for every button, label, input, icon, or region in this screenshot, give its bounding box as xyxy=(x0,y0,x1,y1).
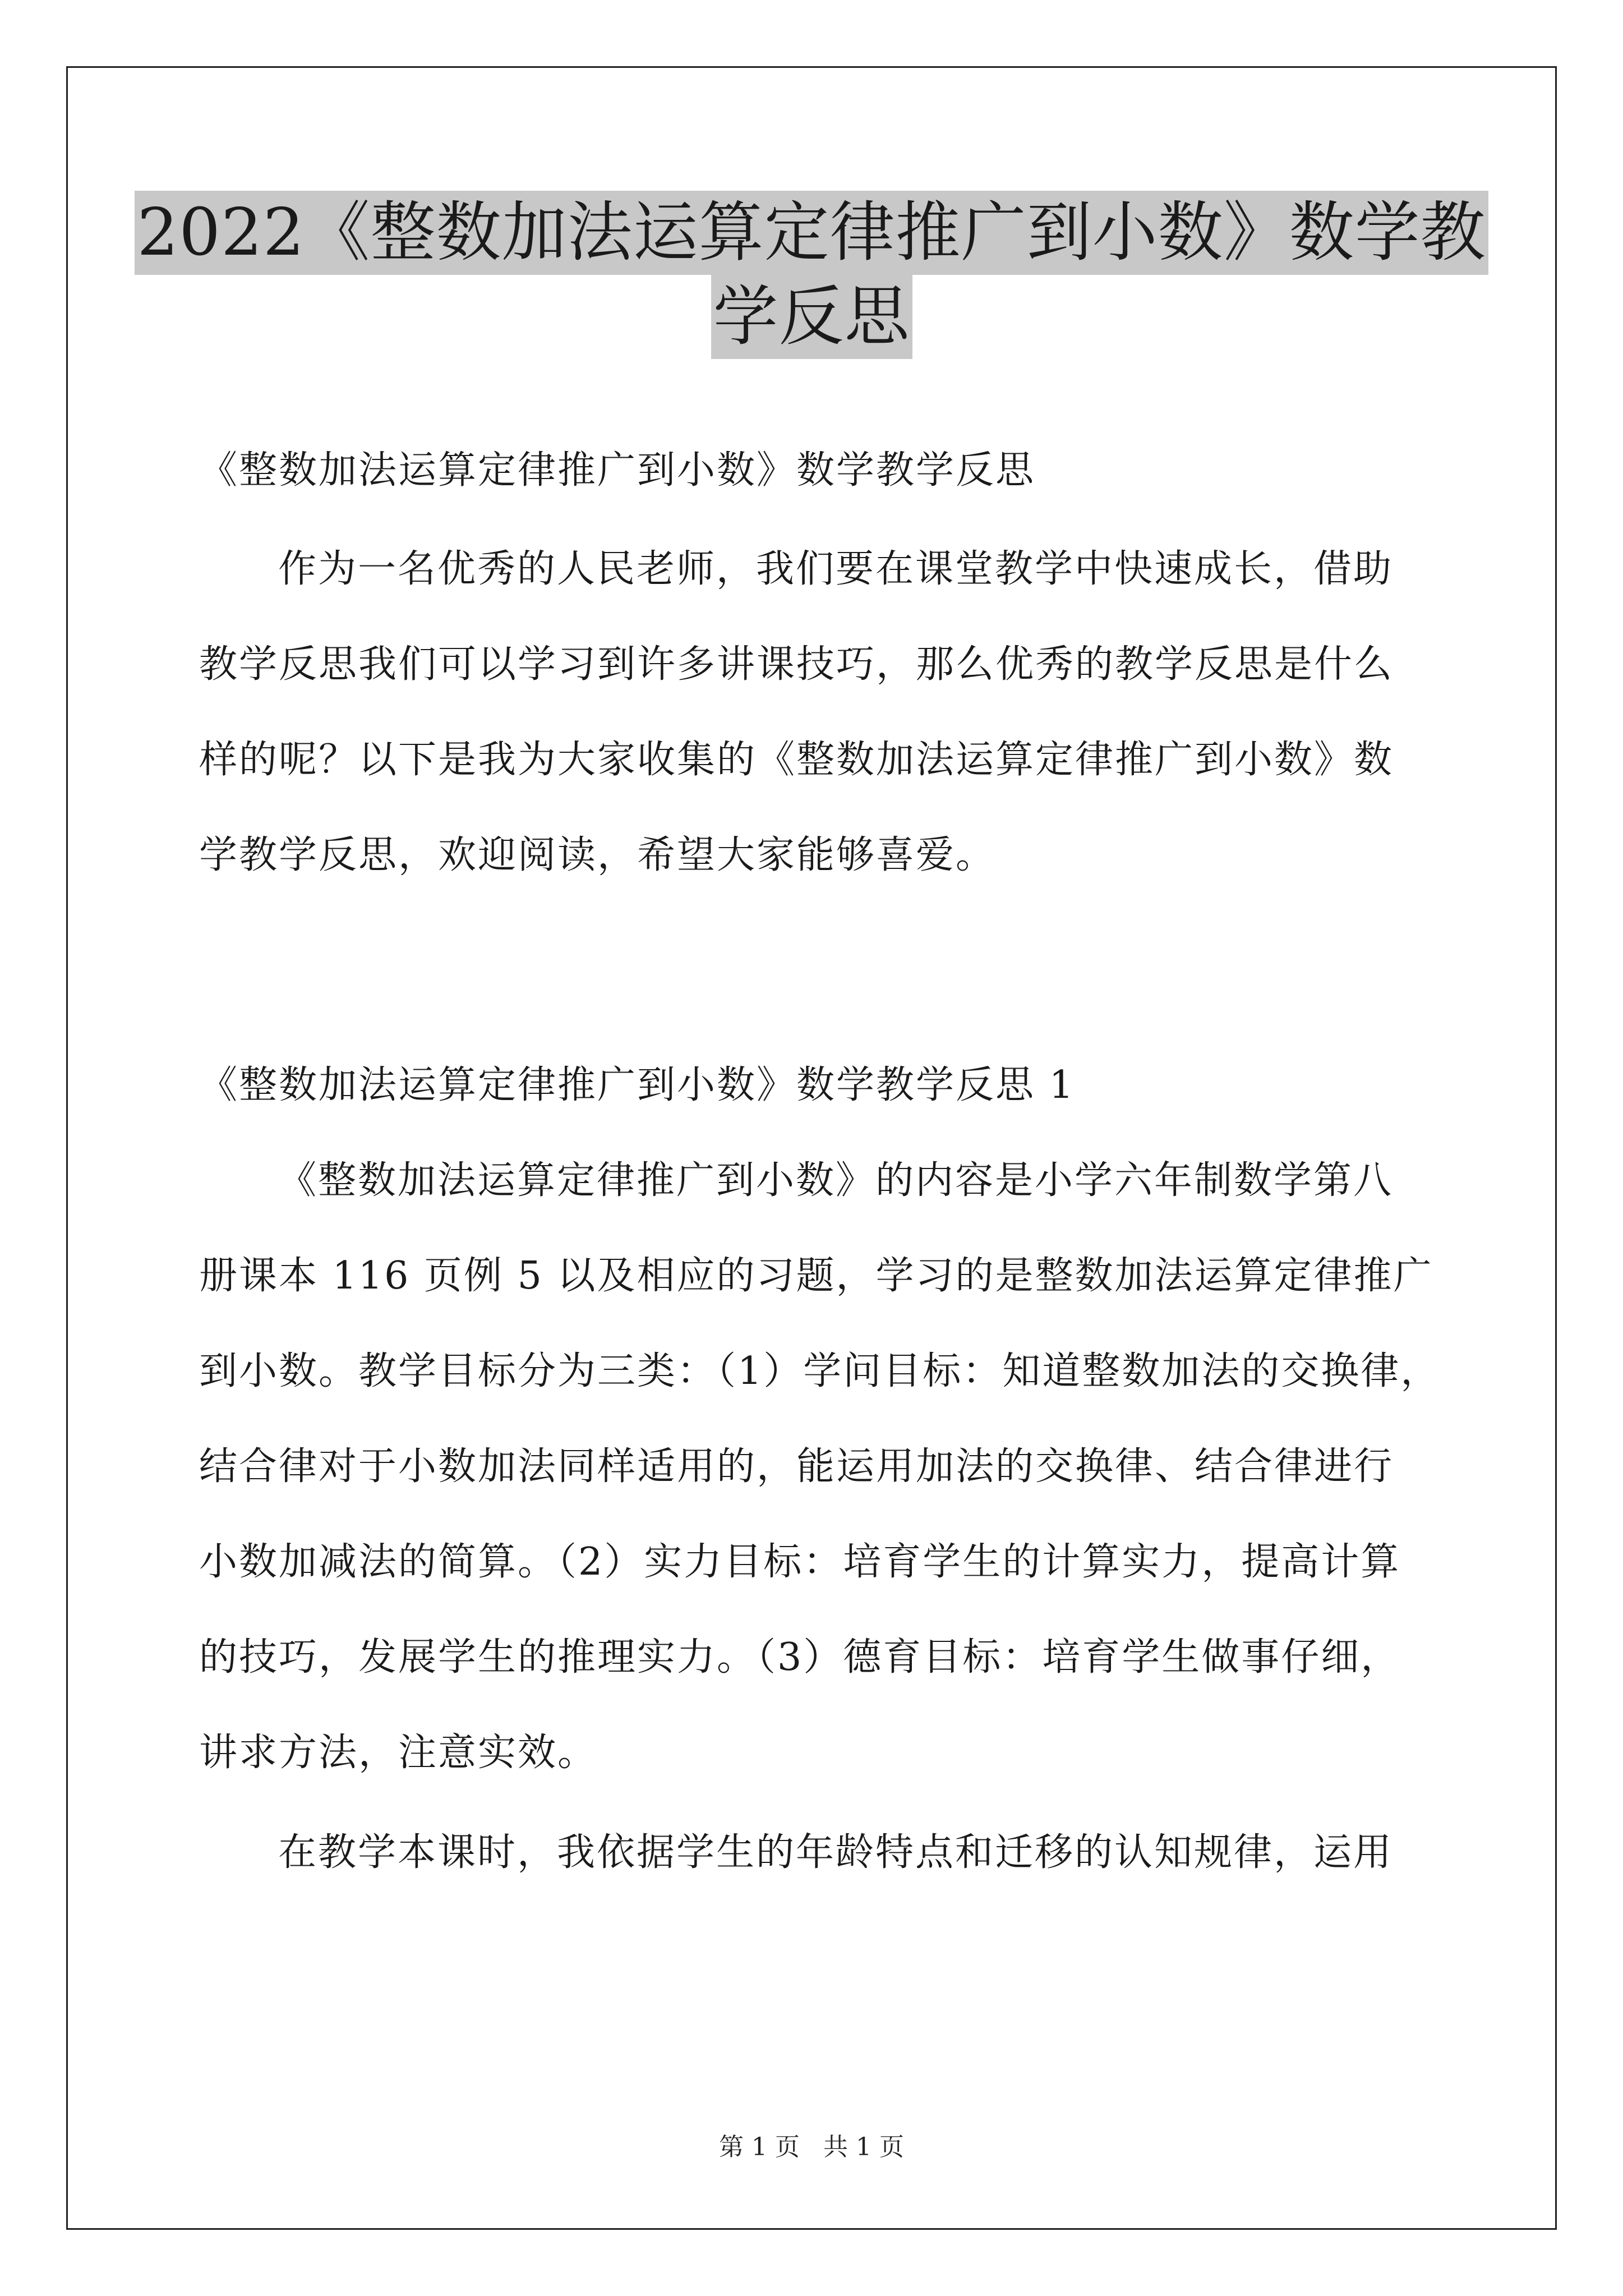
page-footer xyxy=(0,2131,1623,2164)
title-line-2: 学反思 xyxy=(711,275,912,359)
body-line-3: 到小数。教学目标分为三类：（1）学问目标：知道整数加法的交换律， xyxy=(199,1349,1441,1393)
intro-line-4: 学教学反思，欢迎阅读，希望大家能够喜爱。 xyxy=(199,833,996,877)
page-number: 第 1 页 xyxy=(719,2133,800,2161)
section-heading: 《整数加法运算定律推广到小数》数学教学反思 1 xyxy=(199,1063,1075,1107)
page-total: 共 1 页 xyxy=(823,2133,904,2161)
body-line-4: 结合律对于小数加法同样适用的，能运用加法的交换律、结合律进行 xyxy=(199,1444,1394,1489)
body-line-6: 的技巧，发展学生的推理实力。（3）德育目标：培育学生做事仔细， xyxy=(199,1635,1401,1680)
document-title xyxy=(0,191,1623,359)
page-border xyxy=(66,66,1557,2230)
body-line-5: 小数加减法的简算。（2）实力目标：培育学生的计算实力，提高计算 xyxy=(199,1540,1401,1584)
subtitle: 《整数加法运算定律推广到小数》数学教学反思 xyxy=(199,448,1036,493)
body-line-7: 讲求方法，注意实效。 xyxy=(199,1731,598,1775)
body-line-8: 在教学本课时，我依据学生的年龄特点和迁移的认知规律，运用 xyxy=(278,1830,1394,1875)
body-line-1: 《整数加法运算定律推广到小数》的内容是小学六年制数学第八 xyxy=(278,1158,1394,1203)
body-line-2: 册课本 116 页例 5 以及相应的习题，学习的是整数加法运算定律推广 xyxy=(199,1254,1433,1298)
intro-line-2: 教学反思我们可以学习到许多讲课技巧，那么优秀的教学反思是什么 xyxy=(199,642,1394,687)
title-line-1: 2022《整数加法运算定律推广到小数》数学教 xyxy=(135,191,1488,275)
intro-line-3: 样的呢？以下是我为大家收集的《整数加法运算定律推广到小数》数 xyxy=(199,738,1394,782)
intro-line-1: 作为一名优秀的人民老师，我们要在课堂教学中快速成长，借助 xyxy=(278,547,1394,591)
